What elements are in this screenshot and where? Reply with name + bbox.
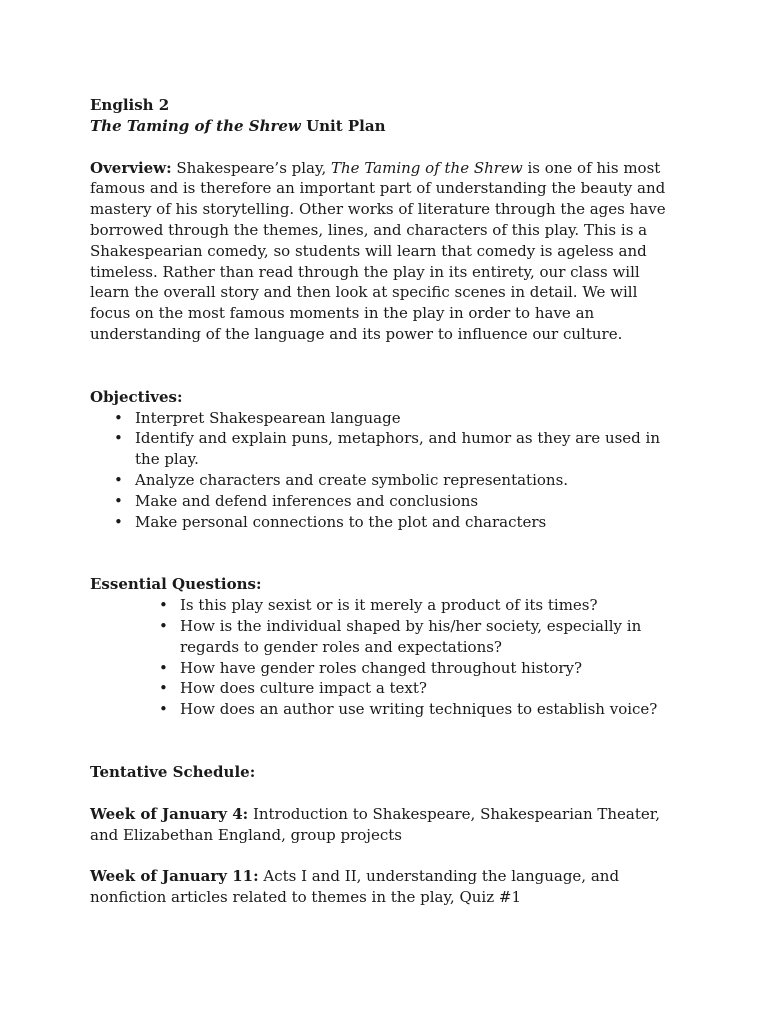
schedule-week-text: Introduction to Shakespeare, Shakespearian Theater, and Elizabethan England, group projects: [90, 804, 661, 844]
unit-title-play: The Taming of the Shrew: [90, 116, 301, 135]
unit-title-suffix: Unit Plan: [300, 116, 386, 135]
overview-label: Overview:: [90, 158, 172, 177]
overview-paragraph: [90, 158, 680, 345]
objective-item: • Identify and explain puns, metaphors, and humor as they are used in the play.: [135, 428, 680, 470]
course-title: English 2: [90, 96, 170, 114]
schedule-week-label: Week of January 4:: [90, 804, 249, 823]
objective-item: • Analyze characters and create symbolic representations.: [135, 470, 680, 491]
document-page: [90, 95, 680, 908]
objective-item: • Make and defend inferences and conclusions: [135, 491, 680, 512]
schedule-week: [90, 804, 680, 846]
essential-questions-list: [180, 595, 680, 720]
overview-play-title: The Taming of the Shrew: [331, 158, 523, 177]
essential-questions-heading: Essential Questions:: [90, 575, 262, 594]
schedule-heading: Tentative Schedule:: [90, 762, 256, 781]
overview-text-after: is one of his most famous and is therefore an important part of understanding the beauty and mastery of his storytelling. Other works of literature through the ages have borrowed through the themes, lines, and characters of this play. This is a Shakespearian comedy, so students will learn that comedy is ageless and timeless. Rather than read through the play in its entirety, our class will learn the overall story and then look at specific scenes in detail. We will focus on the most famous moments in the play in order to have an understanding of the language and its power to influence our culture.: [90, 158, 666, 343]
schedule-week-label: Week of January 11:: [90, 867, 259, 886]
question-item: • How is the individual shaped by his/her society, especially in regards to gender roles and expectations?: [180, 616, 680, 658]
question-item: • Is this play sexist or is it merely a product of its times?: [180, 595, 680, 616]
question-item: • How does an author use writing techniques to establish voice?: [180, 699, 680, 720]
objective-item: • Interpret Shakespearean language: [135, 408, 680, 429]
objectives-heading: Objectives:: [90, 387, 183, 406]
unit-title: [90, 116, 680, 137]
schedule-week: [90, 866, 680, 908]
schedule-week-text: Acts I and II, understanding the language, and nonfiction articles related to themes in the play, Quiz #1: [90, 867, 620, 907]
overview-text-before: Shakespeare’s play,: [171, 158, 332, 177]
objective-item: • Make personal connections to the plot and characters: [135, 512, 680, 533]
question-item: • How have gender roles changed throughout history?: [180, 658, 680, 679]
objectives-list: [135, 408, 680, 533]
question-item: • How does culture impact a text?: [180, 678, 680, 699]
